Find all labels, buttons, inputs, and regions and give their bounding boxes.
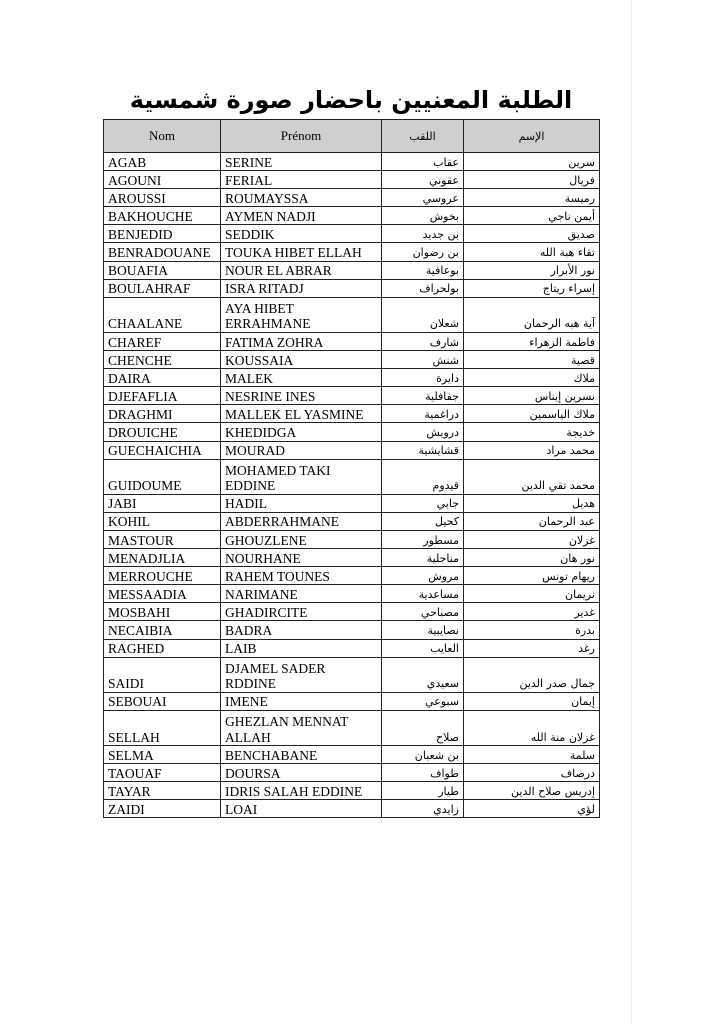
cell-nom: DRAGHMI	[104, 405, 221, 423]
cell-ism: قصية	[464, 351, 600, 369]
cell-prenom: SEDDIK	[221, 225, 382, 243]
cell-nom: GUIDOUME	[104, 459, 221, 494]
cell-ism: ملاك	[464, 369, 600, 387]
cell-ism: رغد	[464, 639, 600, 657]
cell-prenom: MOHAMED TAKI EDDINE	[221, 459, 382, 494]
students-table	[103, 119, 600, 818]
cell-prenom: GHEZLAN MENNAT ALLAH	[221, 710, 382, 745]
cell-prenom: SERINE	[221, 153, 382, 171]
students-table-body	[104, 153, 600, 818]
cell-nom: ZAIDI	[104, 800, 221, 818]
cell-laqab: بن شعبان	[382, 746, 464, 764]
table-row	[104, 387, 600, 405]
cell-ism: رميسة	[464, 189, 600, 207]
table-row	[104, 800, 600, 818]
header-prenom: Prénom	[221, 120, 382, 153]
cell-laqab: نصايبية	[382, 621, 464, 639]
cell-ism: نور الأبرار	[464, 261, 600, 279]
table-row	[104, 279, 600, 297]
table-row	[104, 225, 600, 243]
cell-prenom: KOUSSAIA	[221, 351, 382, 369]
cell-ism: سرين	[464, 153, 600, 171]
cell-ism: غزلان	[464, 530, 600, 548]
cell-nom: MASTOUR	[104, 530, 221, 548]
cell-prenom: MALLEK EL YASMINE	[221, 405, 382, 423]
cell-ism: درصاف	[464, 764, 600, 782]
cell-nom: DROUICHE	[104, 423, 221, 441]
cell-ism: تقاء هبة الله	[464, 243, 600, 261]
cell-laqab: شنش	[382, 351, 464, 369]
cell-nom: DJEFAFLIA	[104, 387, 221, 405]
cell-nom: SELMA	[104, 746, 221, 764]
cell-prenom: IMENE	[221, 692, 382, 710]
cell-laqab: مروش	[382, 567, 464, 585]
table-row	[104, 782, 600, 800]
table-row	[104, 567, 600, 585]
cell-prenom: BADRA	[221, 621, 382, 639]
cell-nom: BENRADOUANE	[104, 243, 221, 261]
table-row	[104, 494, 600, 512]
cell-nom: MESSAADIA	[104, 585, 221, 603]
table-row	[104, 423, 600, 441]
cell-ism: إسراء ريتاج	[464, 279, 600, 297]
cell-laqab: قشايشية	[382, 441, 464, 459]
cell-prenom: BENCHABANE	[221, 746, 382, 764]
table-row	[104, 692, 600, 710]
cell-ism: غزلان منة الله	[464, 710, 600, 745]
cell-laqab: قيدوم	[382, 459, 464, 494]
cell-laqab: مساعدية	[382, 585, 464, 603]
cell-nom: BOULAHRAF	[104, 279, 221, 297]
cell-nom: AGOUNI	[104, 171, 221, 189]
cell-nom: RAGHED	[104, 639, 221, 657]
cell-ism: نور هان	[464, 549, 600, 567]
cell-prenom: HADIL	[221, 494, 382, 512]
table-row	[104, 549, 600, 567]
cell-prenom: KHEDIDGA	[221, 423, 382, 441]
cell-ism: ملاك الياسمين	[464, 405, 600, 423]
cell-ism: بدرة	[464, 621, 600, 639]
table-row	[104, 657, 600, 692]
cell-ism: إيمان	[464, 692, 600, 710]
cell-laqab: مناجلية	[382, 549, 464, 567]
cell-nom: BAKHOUCHE	[104, 207, 221, 225]
cell-laqab: زايدي	[382, 800, 464, 818]
cell-nom: SAIDI	[104, 657, 221, 692]
cell-laqab: جفافلية	[382, 387, 464, 405]
table-row	[104, 441, 600, 459]
cell-laqab: العايب	[382, 639, 464, 657]
cell-prenom: RAHEM TOUNES	[221, 567, 382, 585]
cell-laqab: بخوش	[382, 207, 464, 225]
table-row	[104, 171, 600, 189]
cell-prenom: ABDERRAHMANE	[221, 512, 382, 530]
cell-ism: هديل	[464, 494, 600, 512]
cell-nom: AGAB	[104, 153, 221, 171]
page-edge	[631, 0, 632, 1024]
cell-prenom: FATIMA ZOHRA	[221, 332, 382, 350]
cell-ism: إدريس صلاح الدين	[464, 782, 600, 800]
cell-prenom: MOURAD	[221, 441, 382, 459]
cell-ism: عبد الرحمان	[464, 512, 600, 530]
cell-prenom: GHADIRCITE	[221, 603, 382, 621]
cell-ism: فريال	[464, 171, 600, 189]
cell-prenom: NESRINE INES	[221, 387, 382, 405]
table-row	[104, 603, 600, 621]
table-row	[104, 153, 600, 171]
cell-prenom: FERIAL	[221, 171, 382, 189]
cell-ism: غدير	[464, 603, 600, 621]
cell-ism: فاطمة الزهراء	[464, 332, 600, 350]
table-row	[104, 639, 600, 657]
table-row	[104, 207, 600, 225]
cell-nom: KOHIL	[104, 512, 221, 530]
cell-prenom: NARIMANE	[221, 585, 382, 603]
cell-prenom: NOURHANE	[221, 549, 382, 567]
header-ism: الإسم	[464, 120, 600, 153]
cell-laqab: صلاح	[382, 710, 464, 745]
cell-ism: ريهام تونس	[464, 567, 600, 585]
cell-laqab: عقوني	[382, 171, 464, 189]
table-row	[104, 764, 600, 782]
cell-laqab: عروسي	[382, 189, 464, 207]
cell-ism: خديجة	[464, 423, 600, 441]
table-row	[104, 621, 600, 639]
header-nom: Nom	[104, 120, 221, 153]
table-row	[104, 369, 600, 387]
cell-nom: CHAREF	[104, 332, 221, 350]
cell-laqab: شارف	[382, 332, 464, 350]
cell-laqab: جابي	[382, 494, 464, 512]
cell-prenom: MALEK	[221, 369, 382, 387]
cell-laqab: دايرة	[382, 369, 464, 387]
cell-prenom: ROUMAYSSA	[221, 189, 382, 207]
cell-prenom: GHOUZLENE	[221, 530, 382, 548]
cell-ism: سلمة	[464, 746, 600, 764]
cell-nom: JABI	[104, 494, 221, 512]
cell-laqab: سعيدي	[382, 657, 464, 692]
cell-nom: MERROUCHE	[104, 567, 221, 585]
cell-prenom: IDRIS SALAH EDDINE	[221, 782, 382, 800]
cell-prenom: LOAI	[221, 800, 382, 818]
cell-nom: TAYAR	[104, 782, 221, 800]
cell-prenom: NOUR EL ABRAR	[221, 261, 382, 279]
cell-ism: صديق	[464, 225, 600, 243]
cell-laqab: بن جديد	[382, 225, 464, 243]
cell-nom: SEBOUAI	[104, 692, 221, 710]
table-row	[104, 297, 600, 332]
cell-prenom: ISRA RITADJ	[221, 279, 382, 297]
cell-laqab: طواف	[382, 764, 464, 782]
table-row	[104, 261, 600, 279]
cell-prenom: LAIB	[221, 639, 382, 657]
cell-ism: أيمن ناجي	[464, 207, 600, 225]
cell-laqab: درويش	[382, 423, 464, 441]
cell-ism: جمال صدر الدين	[464, 657, 600, 692]
cell-laqab: سبوعي	[382, 692, 464, 710]
table-row	[104, 405, 600, 423]
header-laqab: اللقب	[382, 120, 464, 153]
table-row	[104, 332, 600, 350]
table-row	[104, 351, 600, 369]
cell-nom: NECAIBIA	[104, 621, 221, 639]
table-header-row	[104, 120, 600, 153]
cell-prenom: TOUKA HIBET ELLAH	[221, 243, 382, 261]
cell-nom: CHENCHE	[104, 351, 221, 369]
cell-ism: نريمان	[464, 585, 600, 603]
table-row	[104, 459, 600, 494]
cell-prenom: DOURSA	[221, 764, 382, 782]
cell-ism: محمد تقي الدين	[464, 459, 600, 494]
cell-laqab: بولحراف	[382, 279, 464, 297]
cell-nom: TAOUAF	[104, 764, 221, 782]
cell-nom: AROUSSI	[104, 189, 221, 207]
cell-nom: CHAALANE	[104, 297, 221, 332]
cell-ism: آية هبه الرحمان	[464, 297, 600, 332]
table-row	[104, 585, 600, 603]
cell-ism: نسرين إيناس	[464, 387, 600, 405]
cell-nom: MENADJLIA	[104, 549, 221, 567]
table-row	[104, 243, 600, 261]
cell-ism: محمد مراد	[464, 441, 600, 459]
table-row	[104, 746, 600, 764]
page-title: الطلبة المعنيين باحضار صورة شمسية	[129, 86, 573, 114]
cell-prenom: AYMEN NADJI	[221, 207, 382, 225]
cell-nom: GUECHAICHIA	[104, 441, 221, 459]
cell-prenom: AYA HIBET ERRAHMANE	[221, 297, 382, 332]
table-row	[104, 530, 600, 548]
cell-laqab: شعلان	[382, 297, 464, 332]
cell-nom: SELLAH	[104, 710, 221, 745]
table-row	[104, 189, 600, 207]
cell-ism: لؤي	[464, 800, 600, 818]
cell-laqab: طيار	[382, 782, 464, 800]
cell-laqab: كحيل	[382, 512, 464, 530]
cell-laqab: بوعافية	[382, 261, 464, 279]
cell-nom: MOSBAHI	[104, 603, 221, 621]
cell-nom: BENJEDID	[104, 225, 221, 243]
cell-prenom: DJAMEL SADER RDDINE	[221, 657, 382, 692]
cell-laqab: عقاب	[382, 153, 464, 171]
cell-laqab: مصباحي	[382, 603, 464, 621]
table-row	[104, 710, 600, 745]
cell-nom: DAIRA	[104, 369, 221, 387]
cell-laqab: بن رضوان	[382, 243, 464, 261]
cell-nom: BOUAFIA	[104, 261, 221, 279]
cell-laqab: دراغمية	[382, 405, 464, 423]
table-row	[104, 512, 600, 530]
cell-laqab: مسطور	[382, 530, 464, 548]
